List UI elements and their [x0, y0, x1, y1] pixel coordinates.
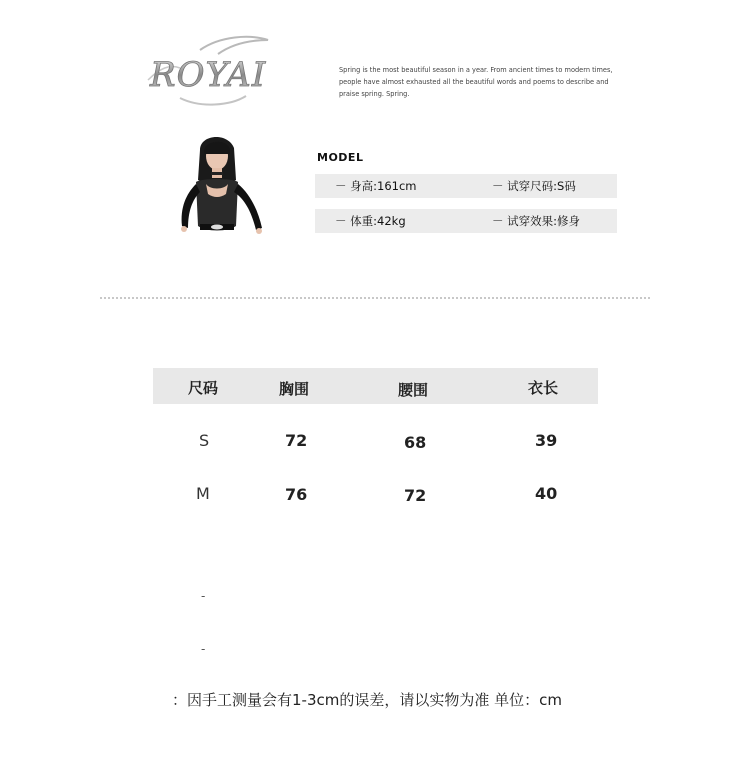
- table-cell-size: S: [199, 431, 210, 450]
- table-cell-waist: 68: [404, 433, 427, 452]
- tagline: Spring is the most beautiful season in a year. From ancient times to modern times, people have almost exhausted all the beautiful words and poems to describe and praise spring. Spring.: [339, 66, 613, 98]
- header-chest: 胸围: [279, 380, 310, 398]
- model-size-tried: － 试穿尺码:S码: [492, 179, 576, 193]
- model-info-row: [315, 209, 617, 233]
- brand-logo: [140, 28, 290, 110]
- measurement-note: ：因手工测量会有1-3cm的误差，请以实物为准 单位：cm: [172, 691, 562, 709]
- header-waist: 腰围: [398, 381, 429, 399]
- empty-row-dash: -: [201, 589, 206, 603]
- table-cell-waist: 72: [404, 486, 427, 505]
- table-cell-length: 39: [535, 431, 558, 450]
- table-cell-chest: 76: [285, 485, 308, 504]
- table-cell-length: 40: [535, 484, 558, 503]
- model-height: － 身高:161cm: [335, 179, 417, 193]
- model-photo: [162, 128, 277, 246]
- table-cell-size: M: [196, 484, 210, 503]
- header-size: 尺码: [188, 379, 219, 397]
- model-fit: － 试穿效果:修身: [492, 214, 581, 228]
- table-cell-chest: 72: [285, 431, 308, 450]
- model-weight: － 体重:42kg: [335, 214, 406, 228]
- header-length: 衣长: [528, 379, 559, 397]
- logo-text: ROYAI: [150, 55, 267, 95]
- model-heading: MODEL: [317, 151, 364, 164]
- section-divider: [100, 297, 650, 299]
- empty-row-dash: -: [201, 642, 206, 656]
- model-info-row: [315, 174, 617, 198]
